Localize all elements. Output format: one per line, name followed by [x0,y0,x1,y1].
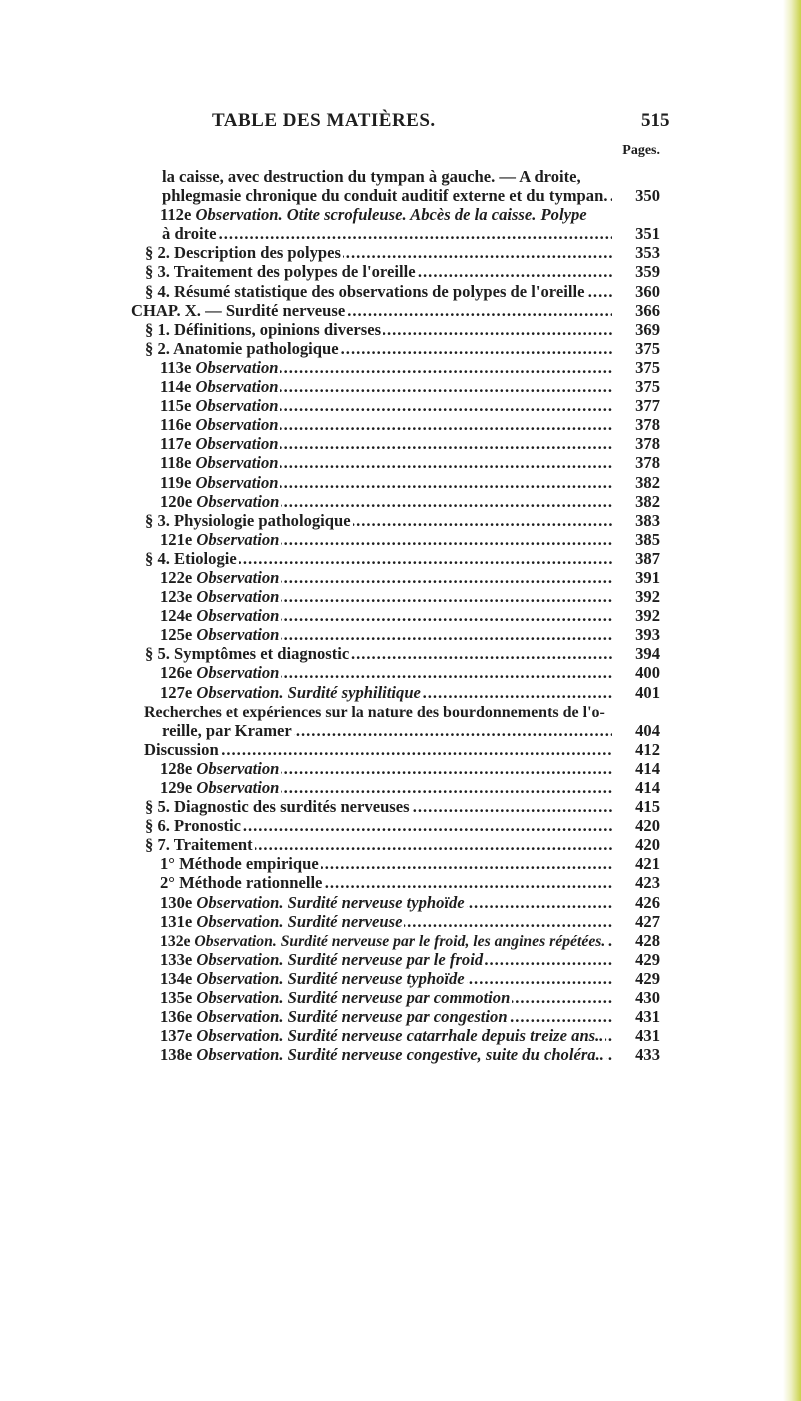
toc-entry-title [160,854,612,873]
toc-entry [0,835,801,854]
toc-entry-page: 427 [635,911,660,931]
toc-entry-page: 430 [635,988,660,1008]
toc-entry-page: 369 [635,319,660,339]
toc-entry-title [145,797,612,816]
toc-entry [0,587,801,606]
toc-entry-number: § 2. [145,243,175,263]
toc-entry [0,301,801,320]
toc-entry-text: Observation [195,434,279,454]
toc-entry-title [145,339,612,358]
toc-entry-page: 428 [635,930,660,950]
toc-entry [0,873,801,892]
toc-entry-number: 123e [160,587,197,607]
toc-entry-text: Observation. Surdité nerveuse typhoïde [196,892,465,912]
toc-entry-number: 117e [160,434,196,454]
toc-entry-title [145,644,612,663]
toc-entry-text: Traitement [173,835,253,855]
toc-entry-title [145,243,612,262]
toc-entry [0,759,801,778]
toc-entry-number: 124e [160,606,197,626]
toc-entry-page: 391 [635,567,660,587]
toc-entry [0,549,801,568]
toc-entry-text: à droite [162,224,217,244]
toc-entry-text: Observation [196,758,280,778]
toc-entry-page: 385 [635,529,660,549]
toc-entry-number: 120e [160,491,197,511]
toc-entry [0,262,801,281]
toc-entry-title [160,759,612,778]
toc-entry-title [145,511,612,530]
toc-entry-title [160,931,612,951]
toc-entry-page: 350 [635,186,660,206]
toc-entry-page: 420 [635,816,660,836]
toc-entry-number: 135e [160,988,197,1008]
toc-entry [0,415,801,434]
toc-entry-text: Recherches et expériences sur la nature des bourdonnements de l'o- [144,703,605,721]
toc-entry-number: 138e [160,1045,197,1065]
toc-entry [0,568,801,587]
toc-entry [0,339,801,358]
toc-entry [0,358,801,377]
toc-entry-text: phlegmasie chronique du conduit auditif externe et du tympan. [162,186,608,206]
toc-entry [0,778,801,797]
toc-entry [0,1026,801,1045]
toc-entry-title [160,1026,612,1045]
toc-entry [0,530,801,549]
toc-entry-number: 116e [160,415,196,435]
toc-entry-title [145,320,612,339]
toc-entry-page: 426 [635,892,660,912]
toc-entry-page: 415 [635,797,660,817]
toc-entry [0,912,801,931]
toc-entry-title [160,873,612,892]
toc-entry-title [160,415,612,434]
toc-entry-title [160,377,612,396]
toc-entry-page: 378 [635,415,660,435]
toc-entry-title [144,702,612,722]
toc-entry-page: 423 [635,873,660,893]
toc-entry-page: 387 [635,548,660,568]
toc-entry-number: 133e [160,949,197,969]
toc-entry-title [160,473,612,492]
toc-entry-text: Résumé statistique des observations de polypes de l'oreille [174,281,585,301]
toc-entry-number: 127e [160,682,197,702]
toc-entry [0,644,801,663]
toc-entry-text: Observation [196,606,280,626]
toc-entry [0,511,801,530]
toc-entry-text: Méthode empirique [179,854,319,874]
toc-entry-text: Observation [195,453,279,473]
toc-entry-title [160,663,612,682]
toc-entry-page: 412 [635,739,660,759]
toc-entry-title [160,358,612,377]
toc-entry-number: 113e [160,357,196,377]
toc-entry-number: § 1. [145,319,175,339]
toc-entry-text: Physiologie pathologique [174,510,351,530]
toc-entry [0,167,801,186]
toc-entry-text: Discussion [144,739,219,759]
toc-entry [0,473,801,492]
toc-entry-title [160,625,612,644]
toc-entry-text: Observation [195,415,279,435]
toc-entry-text: Observation. Surdité nerveuse catarrhale depuis treize ans.. [196,1026,604,1046]
toc-entry-number: 122e [160,567,197,587]
toc-entry-title [160,434,612,453]
toc-entry-number: 134e [160,968,197,988]
toc-entry-text: Observation [196,567,280,587]
toc-entry-text: Etiologie [174,548,237,568]
toc-entry-title [160,1045,612,1064]
toc-entry-number: § 6. [145,816,175,836]
toc-entry-text: Observation. Surdité nerveuse par le froid [196,949,484,969]
toc-entry-title [160,912,612,931]
toc-entry-text: Observation. Surdité nerveuse par congestion [196,1007,508,1027]
toc-entry-text: Observation [196,663,280,683]
toc-entry [0,377,801,396]
toc-entry-text: — Surdité nerveuse [205,300,346,320]
toc-entry-page: 366 [635,300,660,320]
toc-entry [0,1007,801,1026]
toc-entry-text: Observation [196,587,280,607]
toc-entry [0,625,801,644]
toc-entry [0,950,801,969]
toc-entry-page: 421 [635,854,660,874]
page-header [0,110,801,140]
toc-entry [0,453,801,472]
toc-entry-title [144,740,612,759]
table-of-contents [0,167,801,1064]
toc-entry-page: 375 [635,357,660,377]
toc-entry-title [145,262,612,281]
toc-entry-number: 121e [160,529,197,549]
toc-entry-text: Méthode rationnelle [179,873,323,893]
toc-entry [0,931,801,950]
toc-entry-text: Observation [195,377,279,397]
toc-entry-number: 1° [160,854,180,874]
toc-entry [0,320,801,339]
toc-entry-page: 404 [635,720,660,740]
toc-entry-page: 377 [635,396,660,416]
toc-entry-number: 114e [160,377,196,397]
toc-entry-title [160,893,612,912]
toc-entry-text: la caisse, avec destruction du tympan à gauche. — A droite, [162,167,581,186]
toc-entry-page: 401 [635,682,660,702]
toc-entry-page: 420 [635,835,660,855]
toc-entry-page: 359 [635,262,660,282]
toc-entry-text: Observation. Otite scrofuleuse. Abcès de la caisse. Polype [195,205,587,225]
toc-entry-text: Définitions, opinions diverses [174,319,382,339]
toc-entry-title [160,396,612,415]
toc-entry-number: § 4. [145,548,175,568]
toc-entry-title [160,988,612,1007]
toc-entry-page: 351 [635,224,660,244]
toc-entry-title [160,453,612,472]
toc-entry [0,492,801,511]
toc-entry-text: Observation. Surdité nerveuse congestive, suite du choléra.. [196,1045,604,1065]
toc-entry [0,282,801,301]
toc-entry-text: Observation [196,491,280,511]
toc-entry-text: Observation. Surdité nerveuse [196,911,403,931]
toc-entry-text: Observation [196,625,280,645]
toc-entry-number: 128e [160,758,197,778]
toc-entry-title [160,950,612,969]
toc-entry-number: 132e [160,932,195,950]
toc-entry-number: 2° [160,873,180,893]
toc-entry-text: reille, par Kramer [162,720,292,740]
toc-entry-number: § 3. [145,510,175,530]
toc-entry-title [162,167,612,186]
toc-entry-title [160,778,612,797]
toc-entry-text: Observation [196,529,280,549]
toc-entry-text: Observation [195,396,279,416]
toc-entry-number: 131e [160,911,197,931]
toc-entry-number: § 4. [145,281,175,301]
toc-entry-page: 393 [635,625,660,645]
toc-entry-page: 429 [635,968,660,988]
toc-entry-text: Symptômes et diagnostic [174,644,350,664]
toc-entry-title [160,683,612,702]
toc-entry-text: Observation [196,778,280,797]
toc-entry-page: 400 [635,663,660,683]
toc-entry-number: § 5. [145,797,175,817]
page-number: 515 [641,110,670,131]
toc-entry-page: 431 [635,1026,660,1046]
toc-entry-text: Observation. Surdité nerveuse par le froid, les angines répétées. [194,932,606,950]
toc-entry [0,663,801,682]
toc-entry-page: 383 [635,510,660,530]
running-title: TABLE DES MATIÈRES. [212,110,436,131]
toc-entry [0,969,801,988]
toc-entry-number: 115e [160,396,196,416]
toc-entry-title [162,721,612,740]
toc-entry-title [145,816,612,835]
toc-entry-text: Pronostic [174,816,242,836]
toc-entry-title [160,568,612,587]
toc-entry [0,721,801,740]
toc-entry-text: Description des polypes [174,243,341,263]
toc-entry-text: Traitement des polypes de l'oreille [173,262,416,282]
toc-entry-page: 382 [635,491,660,511]
toc-entry [0,224,801,243]
toc-entry-text: Observation [195,357,279,377]
toc-entry [0,893,801,912]
toc-entry-title [162,186,612,205]
toc-entry-number: 129e [160,778,197,797]
toc-entry-page: 375 [635,338,660,358]
toc-entry [0,740,801,759]
toc-entry-title [131,301,612,320]
toc-entry-title [162,224,612,243]
toc-entry [0,396,801,415]
toc-entry-title [160,587,612,606]
toc-entry-page: 378 [635,453,660,473]
toc-entry-number: CHAP. X. [131,300,206,320]
toc-entry [0,186,801,205]
toc-entry-text: Observation. Surdité nerveuse typhoïde [196,968,465,988]
toc-entry-page: 431 [635,1007,660,1027]
toc-entry-page: 414 [635,778,660,797]
toc-entry-title [160,969,612,988]
toc-entry-text: Observation. Surdité syphilitique [196,682,421,702]
toc-entry [0,797,801,816]
toc-entry-number: § 2. [145,338,174,358]
toc-entry-title [145,282,612,301]
toc-entry-page: 382 [635,472,660,492]
toc-entry [0,434,801,453]
toc-entry-title [145,549,612,568]
toc-entry-number: 136e [160,1007,197,1027]
toc-entry-title [160,1007,612,1026]
toc-entry-title [145,835,612,854]
toc-entry-title [160,492,612,511]
toc-entry [0,205,801,224]
toc-entry-text: Observation. Surdité nerveuse par commotion [196,988,511,1008]
toc-entry-page: 375 [635,377,660,397]
toc-entry [0,606,801,625]
toc-entry [0,702,801,721]
toc-entry [0,683,801,702]
toc-entry-number: 137e [160,1026,197,1046]
toc-entry-page: 353 [635,243,660,263]
toc-entry [0,988,801,1007]
pages-column-label: Pages. [622,143,660,158]
toc-entry-number: 119e [160,472,196,492]
toc-entry-page: 360 [635,281,660,301]
toc-entry-text: Diagnostic des surdités nerveuses [174,797,410,817]
toc-entry-text: Anatomie pathologique [173,338,339,358]
toc-entry-text: Observation [195,472,279,492]
toc-entry-number: 126e [160,663,197,683]
toc-entry-number: § 5. [145,644,175,664]
toc-entry-number: § 3. [145,262,174,282]
toc-entry-number: 130e [160,892,197,912]
toc-entry-page: 433 [635,1045,660,1065]
toc-entry-number: 125e [160,625,197,645]
toc-entry-page: 392 [635,587,660,607]
toc-entry-number: 112e [160,205,196,225]
toc-entry-title [160,530,612,549]
toc-entry [0,854,801,873]
toc-entry-page: 378 [635,434,660,454]
toc-entry-title [160,606,612,625]
toc-entry [0,816,801,835]
toc-entry [0,1045,801,1064]
toc-entry [0,243,801,262]
toc-entry-number: 118e [160,453,196,473]
toc-entry-title [160,205,612,224]
toc-entry-number: § 7. [145,835,174,855]
toc-entry-page: 394 [635,644,660,664]
toc-entry-page: 429 [635,949,660,969]
toc-entry-page: 414 [635,758,660,778]
toc-entry-page: 392 [635,606,660,626]
